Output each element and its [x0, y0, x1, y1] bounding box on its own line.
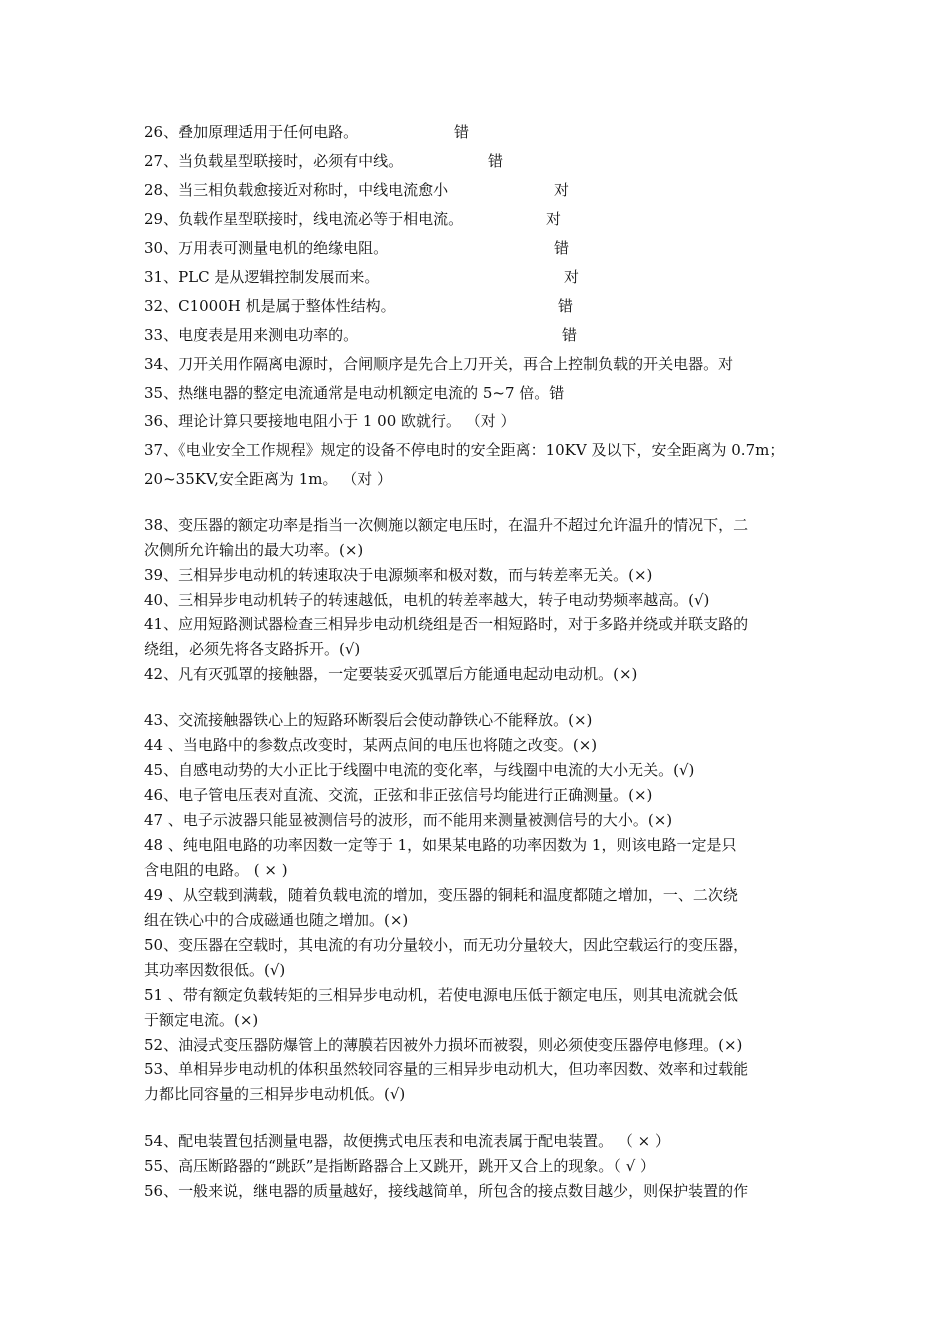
question-53-cont: 力都比同容量的三相异步电动机低。(√) [144, 1085, 406, 1103]
question-32: 32、C1000H 机是属于整体性结构。 错 [144, 297, 574, 315]
question-41-cont: 绕组，必须先将各支路拆开。(√) [144, 640, 361, 658]
question-33: 33、电度表是用来测电功率的。 错 [144, 326, 578, 344]
question-55: 55、高压断路器的“跳跃”是指断路器合上又跳开，跳开又合上的现象。（ √ ） [144, 1157, 656, 1175]
question-51: 51 、带有额定负载转矩的三相异步电动机，若使电源电压低于额定电压，则其电流就会低 [144, 986, 738, 1004]
question-52: 52、油浸式变压器防爆管上的薄膜若因被外力损坏而被裂，则必须使变压器停电修理。(×) [144, 1036, 743, 1054]
question-31: 31、PLC 是从逻辑控制发展而来。 对 [144, 268, 580, 286]
question-49-cont: 组在铁心中的合成磁通也随之增加。(×) [144, 911, 409, 929]
answer-27: 错 [488, 152, 504, 170]
question-27: 27、当负载星型联接时，必须有中线。 错 [144, 152, 504, 170]
question-37: 37、《电业安全工作规程》规定的设备不停电时的安全距离：10KV 及以下，安全距离为 0.7m； [144, 441, 785, 459]
question-44: 44 、当电路中的参数点改变时，某两点间的电压也将随之改变。(×) [144, 736, 598, 754]
question-35: 35、热继电器的整定电流通常是电动机额定电流的 5~7 倍。错 [144, 384, 565, 402]
question-47: 47 、电子示波器只能显被测信号的波形，而不能用来测量被测信号的大小。(×) [144, 811, 673, 829]
question-46: 46、电子管电压表对直流、交流，正弦和非正弦信号均能进行正确测量。(×) [144, 786, 653, 804]
question-34: 34、刀开关用作隔离电源时，合闸顺序是先合上刀开关，再合上控制负载的开关电器。对 [144, 355, 734, 373]
question-41: 41、应用短路测试器检查三相异步电动机绕组是否一相短路时，对于多路并绕或并联支路的 [144, 615, 749, 633]
question-42: 42、凡有灭弧罩的接触器，一定要装妥灭弧罩后方能通电起动电动机。(×) [144, 665, 638, 683]
question-26: 26、叠加原理适用于任何电路。 错 [144, 123, 470, 141]
answer-29: 对 [546, 210, 562, 228]
question-50-cont: 其功率因数很低。(√) [144, 961, 286, 979]
question-37-cont: 20~35KV,安全距离为 1m。 （对 ） [144, 470, 392, 488]
question-56: 56、一般来说，继电器的质量越好，接线越简单，所包含的接点数目越少，则保护装置的作 [144, 1182, 749, 1200]
question-39: 39、三相异步电动机的转速取决于电源频率和极对数，而与转差率无关。(×) [144, 566, 653, 584]
question-48: 48 、纯电阻电路的功率因数一定等于 1，如果某电路的功率因数为 1，则该电路一定是只 [144, 836, 737, 854]
answer-28: 对 [554, 181, 570, 199]
question-49: 49 、从空载到满载，随着负载电流的增加，变压器的铜耗和温度都随之增加，一、二次绕 [144, 886, 738, 904]
question-53: 53、单相异步电动机的体积虽然较同容量的三相异步电动机大，但功率因数、效率和过载能 [144, 1060, 749, 1078]
question-28: 28、当三相负载愈接近对称时，中线电流愈小 对 [144, 181, 570, 199]
question-45: 45、自感电动势的大小正比于线圈中电流的变化率，与线圈中电流的大小无关。(√) [144, 761, 695, 779]
question-51-cont: 于额定电流。(×) [144, 1011, 259, 1029]
answer-30: 错 [554, 239, 570, 257]
question-36: 36、理论计算只要接地电阻小于 1 00 欧就行。 （对 ） [144, 412, 516, 430]
question-38: 38、变压器的额定功率是指当一次侧施以额定电压时，在温升不超过允许温升的情况下，二 [144, 516, 749, 534]
question-48-cont: 含电阻的电路。 ( × ) [144, 861, 288, 879]
answer-31: 对 [564, 268, 580, 286]
answer-26: 错 [454, 123, 470, 141]
answer-33: 错 [562, 326, 578, 344]
question-30: 30、万用表可测量电机的绝缘电阻。 错 [144, 239, 570, 257]
question-43: 43、交流接触器铁心上的短路环断裂后会使动静铁心不能释放。(×) [144, 711, 593, 729]
answer-32: 错 [558, 297, 574, 315]
question-40: 40、三相异步电动机转子的转速越低，电机的转差率越大，转子电动势频率越高。(√) [144, 591, 710, 609]
question-54: 54、配电装置包括测量电器，故便携式电压表和电流表属于配电装置。 （ × ） [144, 1132, 670, 1150]
question-50: 50、变压器在空载时，其电流的有功分量较小，而无功分量较大，因此空载运行的变压器， [144, 936, 749, 954]
question-29: 29、负载作星型联接时，线电流必等于相电流。 对 [144, 210, 562, 228]
question-38-cont: 次侧所允许输出的最大功率。(×) [144, 541, 364, 559]
